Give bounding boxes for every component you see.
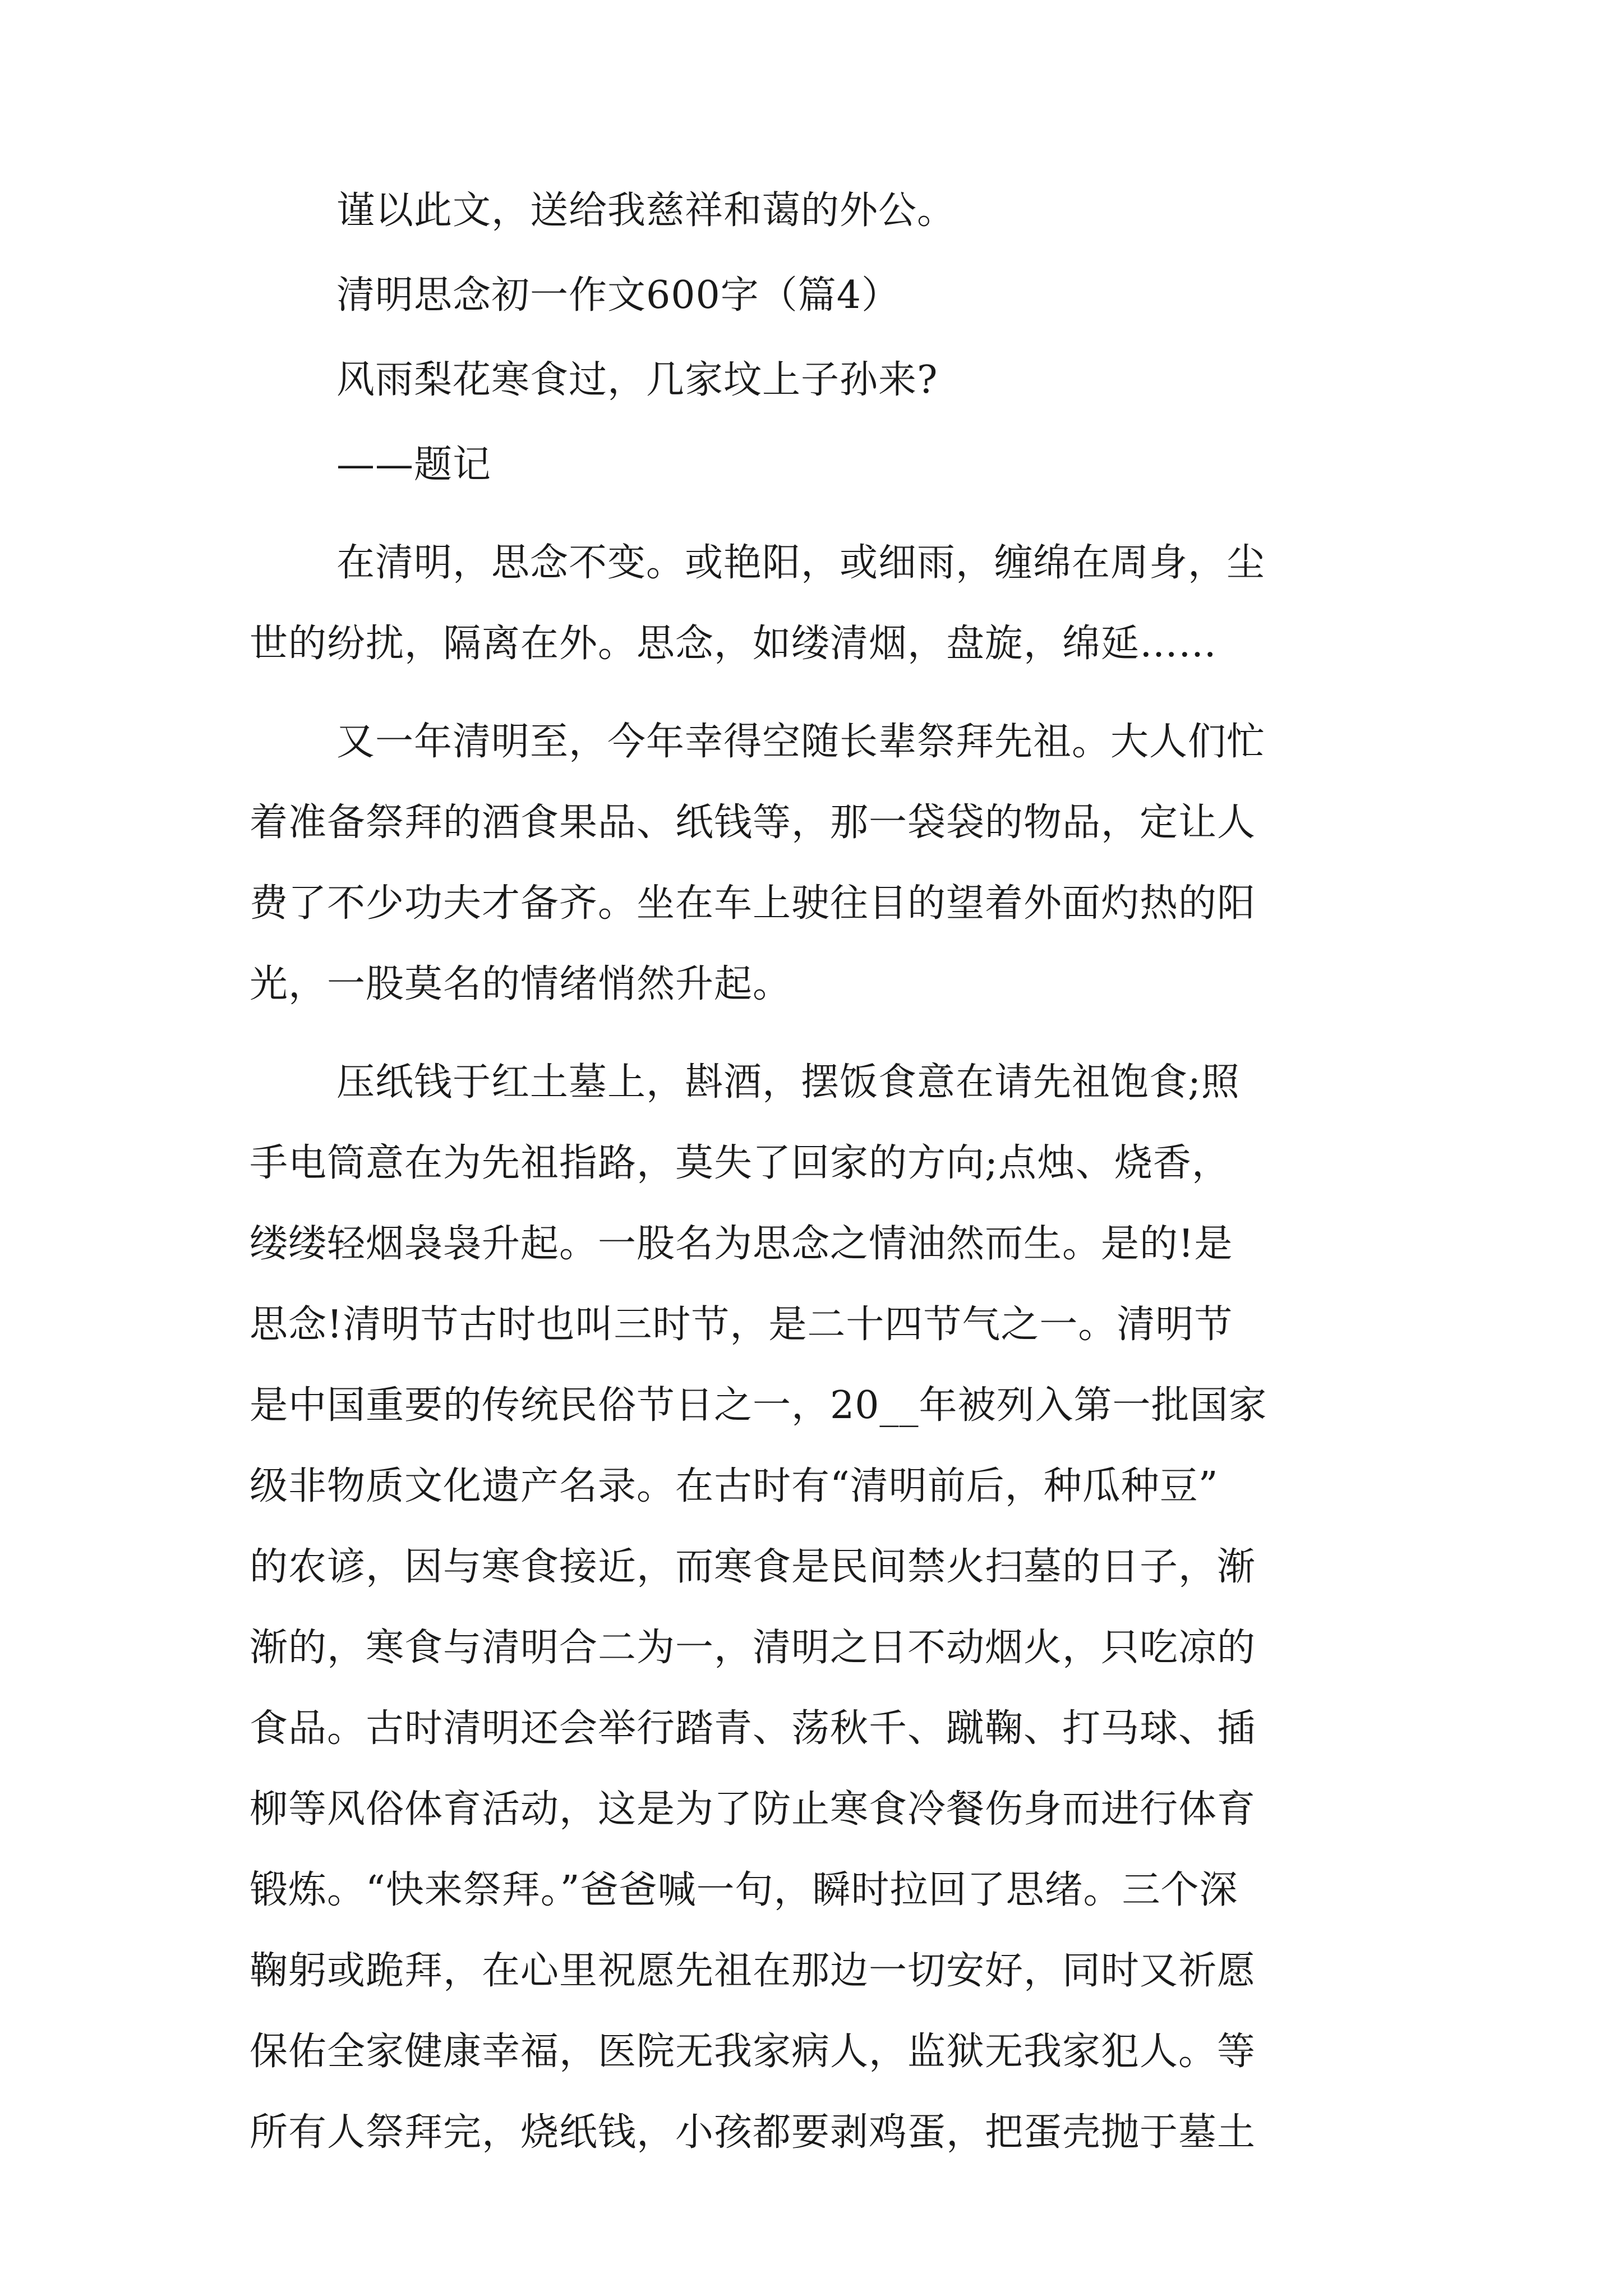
document-body <box>250 188 1371 2155</box>
paragraph-line: 费了不少功夫才备齐。坐在车上驶往目的望着外面灼热的阳 <box>250 881 1256 926</box>
paragraph-line: 保佑全家健康幸福，医院无我家病人，监狱无我家犯人。等 <box>250 2030 1256 2074</box>
paragraph-line: 级非物质文化遗产名录。在古时有“清明前后，种瓜种豆” <box>250 1464 1219 1508</box>
paragraph-line: 着准备祭拜的酒食果品、纸钱等，那一袋袋的物品，定让人 <box>250 800 1256 845</box>
essay-title: 清明思念初一作文600字（篇4） <box>336 273 901 318</box>
paragraph-line: 光，一股莫名的情绪悄然升起。 <box>250 962 792 1006</box>
paragraph-line: 鞠躬或跪拜，在心里祝愿先祖在那边一切安好，同时又祈愿 <box>250 1949 1256 1993</box>
paragraph-line: 手电筒意在为先祖指路，莫失了回家的方向;点烛、烧香， <box>250 1141 1230 1185</box>
paragraph-line: 是中国重要的传统民俗节日之一，20__年被列入第一批国家 <box>250 1383 1267 1428</box>
paragraph-line: 又一年清明至，今年幸得空随长辈祭拜先祖。大人们忙 <box>336 720 1266 764</box>
paragraph-line: 缕缕轻烟袅袅升起。一股名为思念之情油然而生。是的!是 <box>250 1222 1233 1266</box>
paragraph-line: 渐的，寒食与清明合二为一，清明之日不动烟火，只吃凉的 <box>250 1626 1256 1670</box>
paragraph-line: 世的纷扰，隔离在外。思念，如缕清烟，盘旋，绵延…… <box>250 622 1218 666</box>
paragraph-line: 的农谚，因与寒食接近，而寒食是民间禁火扫墓的日子，渐 <box>250 1545 1256 1589</box>
epigraph-line: 风雨梨花寒食过，几家坟上子孙来? <box>336 358 938 402</box>
paragraph-line: 压纸钱于红土墓上，斟酒，摆饭食意在请先祖饱食;照 <box>336 1060 1240 1105</box>
dedication-line: 谨以此文，送给我慈祥和蔼的外公。 <box>336 188 956 233</box>
epigraph-attribution: ——题记 <box>336 443 492 487</box>
paragraph-line: 所有人祭拜完，烧纸钱，小孩都要剥鸡蛋，把蛋壳抛于墓土 <box>250 2110 1256 2155</box>
paragraph-line: 食品。古时清明还会举行踏青、荡秋千、蹴鞠、打马球、插 <box>250 1706 1256 1751</box>
paragraph-line: 柳等风俗体育活动，这是为了防止寒食冷餐伤身而进行体育 <box>250 1787 1256 1832</box>
paragraph-line: 锻炼。“快来祭拜。”爸爸喊一句，瞬时拉回了思绪。三个深 <box>250 1868 1238 1912</box>
paragraph-line: 在清明，思念不变。或艳阳，或细雨，缠绵在周身，尘 <box>336 541 1266 585</box>
paragraph-line: 思念!清明节古时也叫三时节，是二十四节气之一。清明节 <box>250 1303 1233 1347</box>
